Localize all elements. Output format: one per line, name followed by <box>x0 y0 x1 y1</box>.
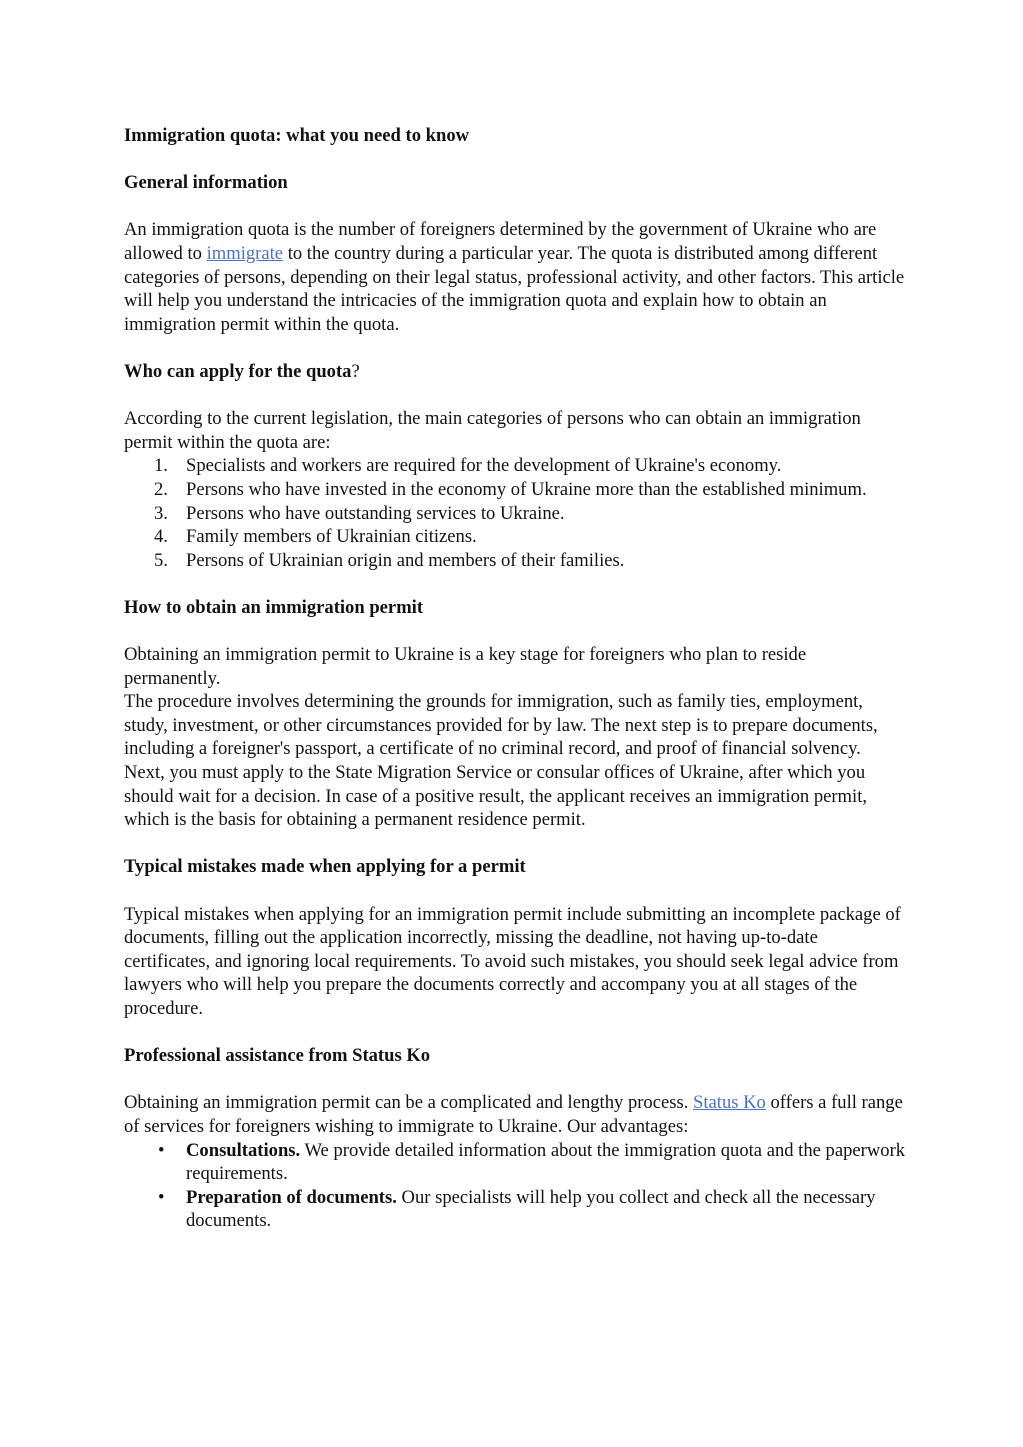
advantage-title: Consultations. <box>186 1139 301 1161</box>
list-item-text: Persons who have outstanding services to Ukraine. <box>186 502 565 524</box>
paragraph-how-1: Obtaining an immigration permit to Ukraine is a key stage for foreigners who plan to reside permanently. <box>124 644 807 689</box>
list-item <box>124 502 906 526</box>
text-segment: An immigration quota is the number of foreigners determined by the government of Ukraine who are allowed to <box>124 219 877 264</box>
list-item <box>124 525 906 549</box>
paragraph-general-info <box>124 218 906 336</box>
list-item-text: Persons of Ukrainian origin and members of their families. <box>186 549 625 571</box>
list-item <box>124 1139 906 1186</box>
advantage-text: We provide detailed information about the immigration quota and the paperwork requirements. <box>186 1139 906 1185</box>
paragraph-mistakes: Typical mistakes when applying for an immigration permit include submitting an incomplete package of documents, filling out the application incorrectly, missing the deadline, not having up-to-date certificates, and ignoring local requirements. To avoid such mistakes, you should seek legal advice from lawyers who will help you prepare the documents correctly and accompany you at all stages of the procedure. <box>124 903 901 1019</box>
advantages-list <box>124 1139 906 1233</box>
paragraph-how-2: The procedure involves determining the grounds for immigration, such as family ties, employment, study, investment, or other circumstances provided for by law. The next step is to prepare documents, including a foreigner's passport, a certificate of no criminal record, and proof of financial solvency. Next, you must apply to the State Migration Service or consular offices of Ukraine, after which you should wait for a decision. In case of a positive result, the applicant receives an immigration permit, which is the basis for obtaining a permanent residence permit. <box>124 691 878 831</box>
list-item-text: Specialists and workers are required for the development of Ukraine's economy. <box>186 455 782 477</box>
list-number: 2. <box>154 478 168 500</box>
list-number: 4. <box>154 526 168 548</box>
document-page <box>124 124 906 1233</box>
advantage-title: Preparation of documents. <box>186 1186 397 1208</box>
advantage-text: Our specialists will help you collect and check all the necessary documents. <box>186 1186 876 1232</box>
list-number: 5. <box>154 549 168 571</box>
text-segment: to the country during a particular year. The quota is distributed among different categories of persons, depending on their legal status, professional activity, and other factors. This article will help you understand the intricacies of the immigration quota and explain how to obtain an immigration permit within the quota. <box>124 242 905 335</box>
immigrate-link[interactable]: immigrate <box>206 242 284 264</box>
bullet-icon: • <box>158 1139 165 1161</box>
list-number: 3. <box>154 502 168 524</box>
heading-question-mark: ? <box>351 360 360 382</box>
categories-list <box>124 454 906 572</box>
list-item <box>124 478 906 502</box>
list-item-text: Persons who have invested in the economy of Ukraine more than the established minimum. <box>186 478 867 500</box>
section-heading-general: General information <box>124 172 288 194</box>
list-item <box>124 454 906 478</box>
paragraph-assistance <box>124 1091 906 1138</box>
bullet-icon: • <box>158 1186 165 1208</box>
section-heading-who <box>124 360 906 384</box>
document-title: Immigration quota: what you need to know <box>124 125 470 146</box>
list-item <box>124 1186 906 1233</box>
list-item <box>124 549 906 573</box>
list-number: 1. <box>154 455 168 477</box>
text-segment: Obtaining an immigration permit can be a complicated and lengthy process. <box>124 1092 694 1114</box>
heading-bold-text: Who can apply for the quota <box>124 360 352 382</box>
text-segment: offers a full range of services for foreigners wishing to immigrate to Ukraine. Our advantages: <box>124 1092 903 1137</box>
section-heading-assistance: Professional assistance from Status Ko <box>124 1045 431 1067</box>
list-item-text: Family members of Ukrainian citizens. <box>186 526 477 548</box>
section-heading-mistakes: Typical mistakes made when applying for a permit <box>124 856 526 878</box>
paragraph-who-intro: According to the current legislation, the main categories of persons who can obtain an immigration permit within the quota are: <box>124 408 861 453</box>
section-heading-how: How to obtain an immigration permit <box>124 596 424 618</box>
status-ko-link[interactable]: Status Ko <box>693 1092 766 1114</box>
